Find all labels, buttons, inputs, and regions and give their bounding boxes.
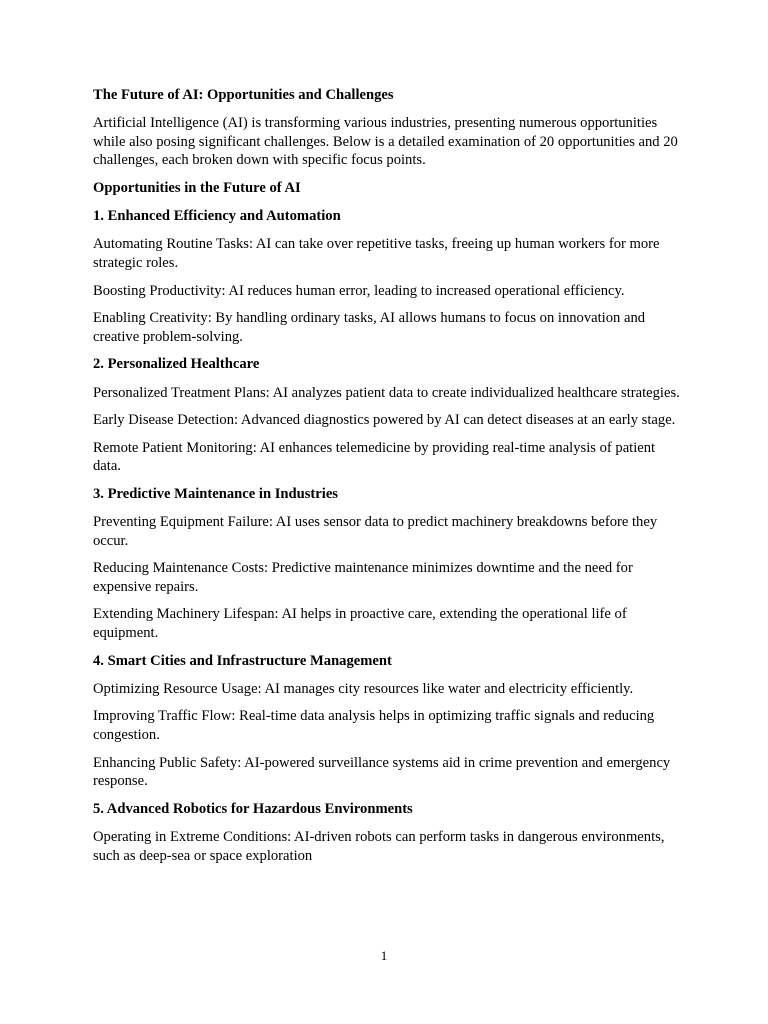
subsection-heading: 5. Advanced Robotics for Hazardous Environments	[93, 800, 413, 817]
section-heading-opportunities: Opportunities in the Future of AI	[93, 179, 301, 196]
subsection-item: Enhancing Public Safety: AI-powered surveillance systems aid in crime prevention and emergency response.	[93, 754, 671, 790]
subsection-heading: 3. Predictive Maintenance in Industries	[93, 485, 338, 502]
document-page	[93, 86, 683, 874]
subsection-item: Remote Patient Monitoring: AI enhances telemedicine by providing real-time analysis of patient data.	[93, 439, 656, 475]
page-number: 1	[380, 948, 388, 963]
document-title: The Future of AI: Opportunities and Challenges	[93, 87, 394, 103]
subsection-heading: 1. Enhanced Efficiency and Automation	[93, 208, 341, 225]
subsection-item: Automating Routine Tasks: AI can take over repetitive tasks, freeing up human workers for more strategic roles.	[93, 236, 660, 271]
intro-paragraph: Artificial Intelligence (AI) is transforming various industries, presenting numerous opportunities while also posing significant challenges. Below is a detailed examination of 20 opportunities and 20 challenges, each broken down with specific focus points.	[93, 115, 678, 169]
subsection-item: Boosting Productivity: AI reduces human error, leading to increased operational efficiency.	[93, 282, 625, 299]
subsection-heading: 4. Smart Cities and Infrastructure Management	[93, 652, 392, 669]
subsection-item: Optimizing Resource Usage: AI manages city resources like water and electricity efficiently.	[93, 680, 634, 697]
subsection-item: Extending Machinery Lifespan: AI helps in proactive care, extending the operational life of equipment.	[93, 606, 627, 642]
subsection-item: Improving Traffic Flow: Real-time data analysis helps in optimizing traffic signals and reducing congestion.	[93, 708, 655, 743]
subsection-item: Reducing Maintenance Costs: Predictive maintenance minimizes downtime and the need for expensive repairs.	[93, 560, 633, 595]
subsection-item: Personalized Treatment Plans: AI analyzes patient data to create individualized healthcare strategies.	[93, 384, 680, 401]
subsection-heading: 2. Personalized Healthcare	[93, 356, 260, 373]
subsection-item: Early Disease Detection: Advanced diagnostics powered by AI can detect diseases at an early stage.	[93, 412, 676, 429]
subsection-item: Enabling Creativity: By handling ordinary tasks, AI allows humans to focus on innovation and creative problem-solving.	[93, 310, 646, 345]
subsection-item: Operating in Extreme Conditions: AI-driven robots can perform tasks in dangerous environments, such as deep-sea or space exploration	[93, 828, 665, 864]
subsection-item: Preventing Equipment Failure: AI uses sensor data to predict machinery breakdowns before they occur.	[93, 514, 658, 549]
